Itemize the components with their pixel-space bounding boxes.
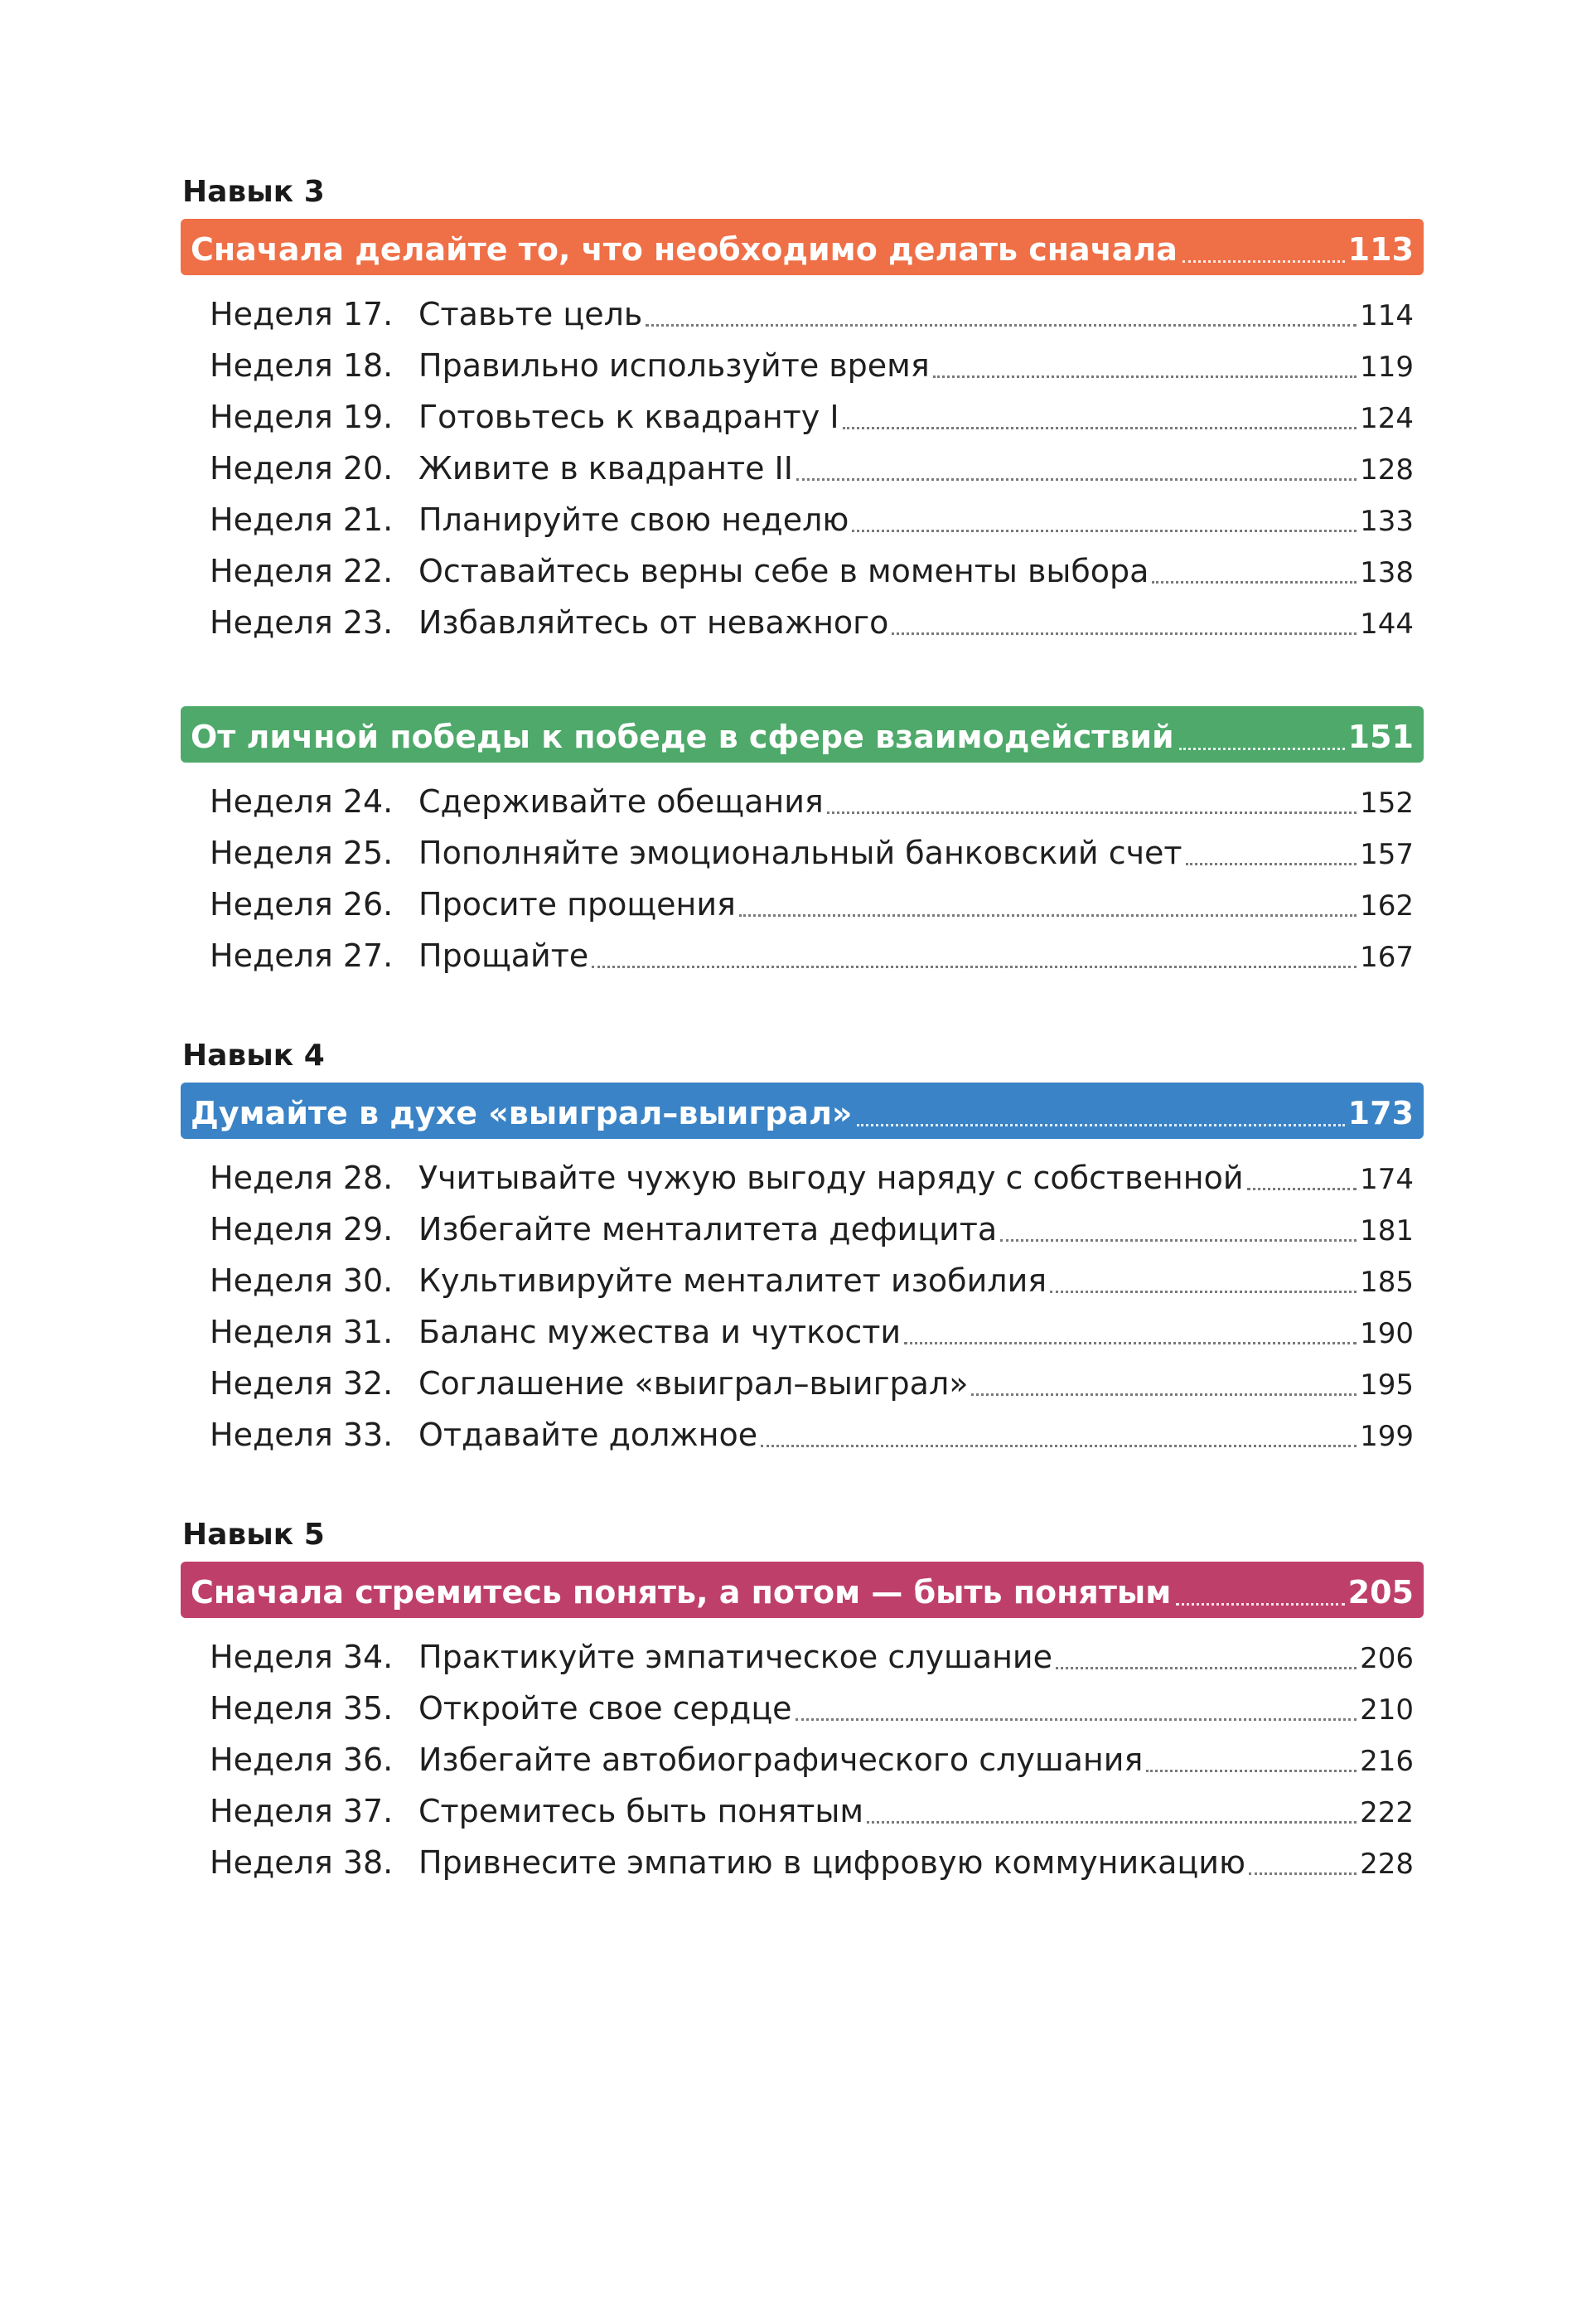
entry-list bbox=[181, 763, 1424, 980]
section-title: Сначала стремитесь понять, а потом — быть понятым bbox=[191, 1574, 1172, 1611]
week-label: Неделя 36. bbox=[210, 1741, 394, 1778]
toc-entry[interactable] bbox=[181, 1253, 1424, 1305]
week-label: Неделя 37. bbox=[210, 1793, 394, 1829]
toc-entry[interactable] bbox=[181, 595, 1424, 647]
week-label: Неделя 38. bbox=[210, 1844, 394, 1881]
dot-leader bbox=[1249, 1872, 1357, 1875]
dot-leader bbox=[852, 530, 1357, 532]
entry-title: Сдерживайте обещания bbox=[418, 783, 824, 820]
dot-leader bbox=[761, 1445, 1357, 1447]
dot-leader bbox=[867, 1821, 1357, 1824]
entry-page-number: 190 bbox=[1360, 1317, 1414, 1350]
toc-entry[interactable] bbox=[181, 1305, 1424, 1356]
entry-title: Учитывайте чужую выгоду наряду с собственной bbox=[418, 1160, 1244, 1196]
dot-leader bbox=[1146, 1770, 1357, 1772]
entry-list bbox=[181, 1139, 1424, 1459]
section-banner[interactable] bbox=[181, 706, 1424, 763]
toc-section-interpersonal bbox=[181, 706, 1424, 980]
week-label: Неделя 18. bbox=[210, 347, 394, 384]
toc-entry[interactable] bbox=[181, 1784, 1424, 1835]
entry-title: Баланс мужества и чуткости bbox=[418, 1314, 902, 1350]
entry-title: Правильно используйте время bbox=[418, 347, 930, 384]
entry-title: Соглашение «выиграл–выиграл» bbox=[418, 1365, 969, 1402]
entry-list bbox=[181, 1618, 1424, 1887]
skill-heading: Навык 5 bbox=[182, 1518, 325, 1552]
spacer bbox=[181, 980, 1424, 1029]
dot-leader bbox=[827, 811, 1357, 814]
entry-title: Избегайте автобиографического слушания bbox=[418, 1741, 1144, 1778]
toc-section-skill-4 bbox=[181, 1029, 1424, 1459]
entry-page-number: 174 bbox=[1360, 1163, 1414, 1196]
week-label: Неделя 28. bbox=[210, 1160, 394, 1196]
entry-page-number: 133 bbox=[1360, 505, 1414, 538]
toc-entry[interactable] bbox=[181, 1150, 1424, 1202]
section-banner[interactable] bbox=[181, 219, 1424, 275]
week-label: Неделя 35. bbox=[210, 1690, 394, 1727]
entry-title: Планируйте свою неделю bbox=[418, 501, 849, 538]
entry-title: Избегайте менталитета дефицита bbox=[418, 1211, 998, 1247]
skill-heading: Навык 3 bbox=[182, 175, 325, 209]
section-title: Сначала делайте то, что необходимо делать сначала bbox=[191, 231, 1178, 268]
spacer bbox=[181, 647, 1424, 706]
entry-page-number: 162 bbox=[1360, 889, 1414, 923]
entry-title: Ставьте цель bbox=[418, 296, 643, 332]
toc-entry[interactable] bbox=[181, 492, 1424, 544]
dot-leader bbox=[1056, 1667, 1357, 1669]
section-page-number: 113 bbox=[1347, 231, 1414, 268]
section-title: От личной победы к победе в сфере взаимодействий bbox=[191, 719, 1174, 755]
entry-title: Прощайте bbox=[418, 937, 589, 974]
toc-section-skill-3 bbox=[181, 166, 1424, 647]
dot-leader bbox=[904, 1342, 1357, 1344]
skill-heading: Навык 4 bbox=[182, 1039, 325, 1073]
week-label: Неделя 21. bbox=[210, 501, 394, 538]
week-label: Неделя 22. bbox=[210, 553, 394, 589]
spacer bbox=[181, 1459, 1424, 1509]
week-label: Неделя 17. bbox=[210, 296, 394, 332]
dot-leader bbox=[592, 966, 1357, 968]
week-label: Неделя 26. bbox=[210, 886, 394, 923]
entry-title: Культивируйте менталитет изобилия bbox=[418, 1262, 1047, 1299]
entry-title: Стремитесь быть понятым bbox=[418, 1793, 864, 1829]
section-page-number: 205 bbox=[1347, 1574, 1414, 1611]
toc-entry[interactable] bbox=[181, 774, 1424, 826]
entry-page-number: 222 bbox=[1360, 1796, 1414, 1829]
dot-leader bbox=[1179, 748, 1345, 750]
entry-title: Избавляйтесь от неважного bbox=[418, 604, 889, 641]
entry-list bbox=[181, 275, 1424, 647]
toc-entry[interactable] bbox=[181, 1630, 1424, 1681]
dot-leader bbox=[739, 914, 1357, 917]
entry-title: Практикуйте эмпатическое слушание bbox=[418, 1639, 1053, 1675]
toc-section-skill-5 bbox=[181, 1509, 1424, 1887]
dot-leader bbox=[843, 427, 1357, 429]
dot-leader bbox=[971, 1393, 1357, 1396]
entry-title: Привнесите эмпатию в цифровую коммуникацию bbox=[418, 1844, 1245, 1881]
entry-page-number: 195 bbox=[1360, 1368, 1414, 1402]
entry-page-number: 206 bbox=[1360, 1642, 1414, 1675]
entry-page-number: 152 bbox=[1360, 787, 1414, 820]
toc-entry[interactable] bbox=[181, 390, 1424, 441]
toc-entry[interactable] bbox=[181, 338, 1424, 390]
dot-leader bbox=[1247, 1188, 1357, 1190]
week-label: Неделя 31. bbox=[210, 1314, 394, 1350]
toc-entry[interactable] bbox=[181, 287, 1424, 338]
dot-leader bbox=[933, 375, 1357, 378]
entry-page-number: 157 bbox=[1360, 838, 1414, 871]
week-label: Неделя 29. bbox=[210, 1211, 394, 1247]
section-page-number: 151 bbox=[1347, 719, 1414, 755]
toc-entry[interactable] bbox=[181, 1356, 1424, 1407]
section-title: Думайте в духе «выиграл–выиграл» bbox=[191, 1095, 853, 1131]
dot-leader bbox=[796, 478, 1357, 481]
toc-entry[interactable] bbox=[181, 1835, 1424, 1887]
week-label: Неделя 20. bbox=[210, 450, 394, 487]
week-label: Неделя 30. bbox=[210, 1262, 394, 1299]
entry-title: Пополняйте эмоциональный банковский счет bbox=[418, 835, 1182, 871]
week-label: Неделя 19. bbox=[210, 399, 394, 435]
section-banner[interactable] bbox=[181, 1083, 1424, 1139]
dot-leader bbox=[1000, 1239, 1357, 1242]
week-label: Неделя 23. bbox=[210, 604, 394, 641]
entry-title: Откройте свое сердце bbox=[418, 1690, 792, 1727]
dot-leader bbox=[796, 1718, 1357, 1721]
table-of-contents bbox=[181, 166, 1424, 1887]
entry-page-number: 228 bbox=[1360, 1848, 1414, 1881]
week-label: Неделя 33. bbox=[210, 1417, 394, 1453]
toc-entry[interactable] bbox=[181, 1681, 1424, 1732]
dot-leader bbox=[892, 632, 1357, 635]
entry-page-number: 119 bbox=[1360, 351, 1414, 384]
entry-title: Просите прощения bbox=[418, 886, 736, 923]
entry-page-number: 138 bbox=[1360, 556, 1414, 589]
week-label: Неделя 27. bbox=[210, 937, 394, 974]
toc-entry[interactable] bbox=[181, 441, 1424, 492]
entry-page-number: 124 bbox=[1360, 402, 1414, 435]
entry-title: Оставайтесь верны себе в моменты выбора bbox=[418, 553, 1149, 589]
entry-page-number: 210 bbox=[1360, 1693, 1414, 1727]
dot-leader bbox=[1182, 260, 1345, 263]
dot-leader bbox=[857, 1124, 1344, 1126]
entry-page-number: 128 bbox=[1360, 453, 1414, 487]
dot-leader bbox=[646, 324, 1357, 327]
entry-page-number: 185 bbox=[1360, 1266, 1414, 1299]
entry-title: Отдавайте должное bbox=[418, 1417, 758, 1453]
week-label: Неделя 25. bbox=[210, 835, 394, 871]
dot-leader bbox=[1186, 863, 1357, 865]
toc-entry[interactable] bbox=[181, 928, 1424, 980]
section-page-number: 173 bbox=[1347, 1095, 1414, 1131]
entry-page-number: 199 bbox=[1360, 1420, 1414, 1453]
entry-title: Живите в квадранте II bbox=[418, 450, 793, 487]
dot-leader bbox=[1152, 581, 1357, 584]
dot-leader bbox=[1050, 1291, 1357, 1293]
toc-entry[interactable] bbox=[181, 544, 1424, 595]
week-label: Неделя 24. bbox=[210, 783, 394, 820]
entry-page-number: 167 bbox=[1360, 941, 1414, 974]
toc-entry[interactable] bbox=[181, 877, 1424, 928]
toc-entry[interactable] bbox=[181, 826, 1424, 877]
week-label: Неделя 34. bbox=[210, 1639, 394, 1675]
entry-page-number: 114 bbox=[1360, 299, 1414, 332]
dot-leader bbox=[1176, 1603, 1344, 1606]
entry-title: Готовьтесь к квадранту I bbox=[418, 399, 839, 435]
toc-entry[interactable] bbox=[181, 1202, 1424, 1253]
entry-page-number: 216 bbox=[1360, 1745, 1414, 1778]
entry-page-number: 181 bbox=[1360, 1214, 1414, 1247]
toc-entry[interactable] bbox=[181, 1407, 1424, 1459]
week-label: Неделя 32. bbox=[210, 1365, 394, 1402]
toc-entry[interactable] bbox=[181, 1732, 1424, 1784]
section-banner[interactable] bbox=[181, 1562, 1424, 1618]
entry-page-number: 144 bbox=[1360, 608, 1414, 641]
